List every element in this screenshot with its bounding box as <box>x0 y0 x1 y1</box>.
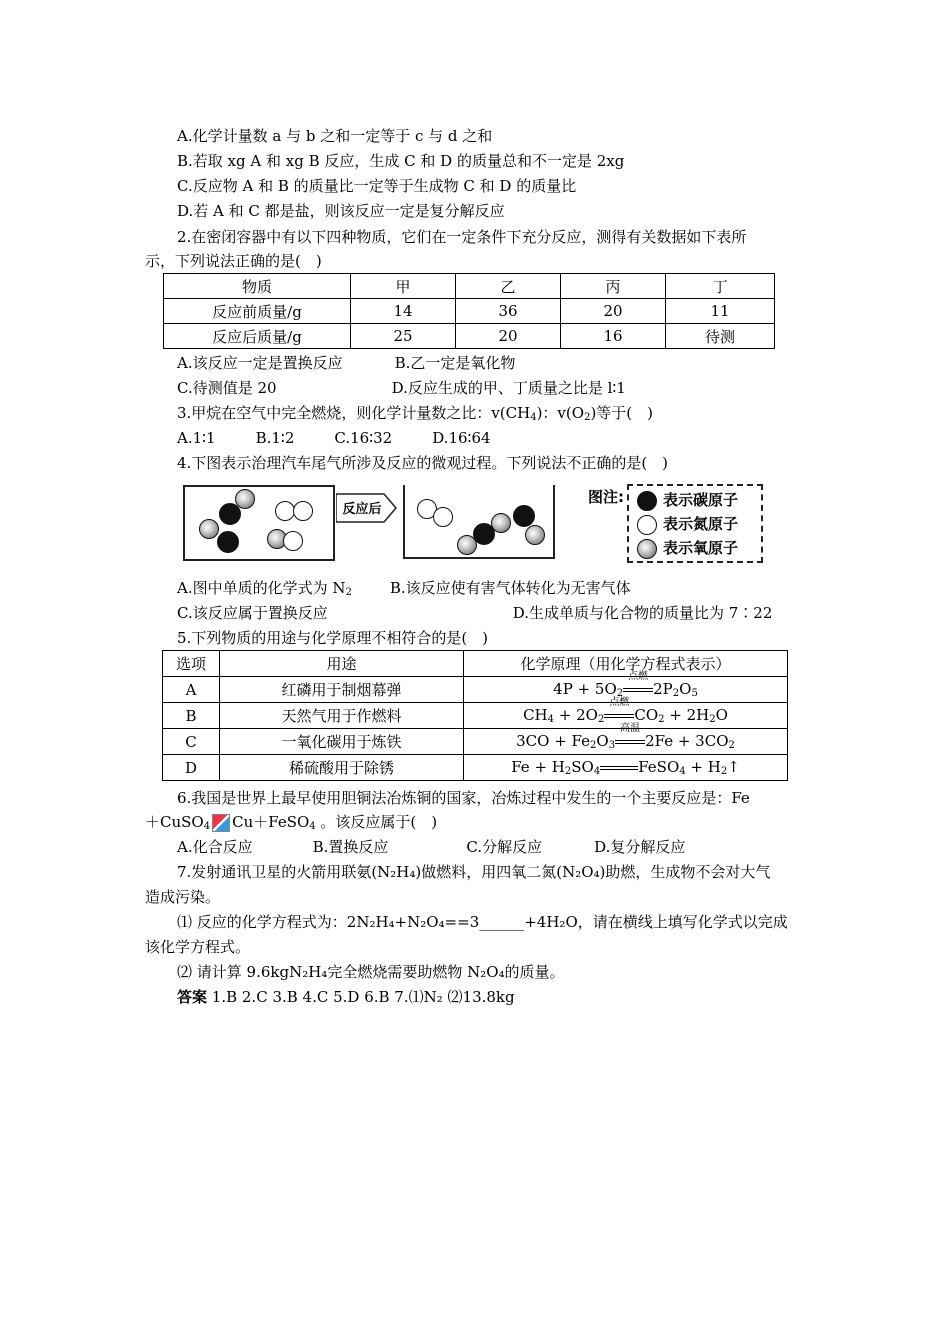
q2-mass-table <box>163 273 775 349</box>
q7-part1-line1: ⑴ 反应的化学方程式为：2N₂H₄+N₂O₄==3______+4H₂O，请在横线上填写化学式以完成 <box>177 913 788 931</box>
answer-line <box>145 987 842 1007</box>
table-cell: 36 <box>456 299 561 324</box>
q5-header-principle: 化学原理（用化学方程式表示） <box>464 651 788 677</box>
oxygen-atom-icon <box>491 513 511 533</box>
q2-stem-line2: 示，下列说法正确的是( ) <box>145 252 322 270</box>
q4-option-b: B.该反应使有害气体转化为无害气体 <box>389 579 631 597</box>
q1-option-d: D.若 A 和 C 都是盐，则该反应一定是复分解反应 <box>177 202 505 220</box>
table-cell: 20 <box>561 299 666 324</box>
q6-stem-part: ＋CuSO <box>145 813 204 831</box>
reaction-condition: 点燃 <box>628 671 649 682</box>
subscript: 2 <box>584 412 591 423</box>
reaction-arrow-icon <box>336 490 398 526</box>
q2-header-bing: 丙 <box>561 274 666 299</box>
oxygen-atom-icon <box>235 489 255 509</box>
legend-title: 图注: <box>588 488 624 506</box>
q3-option-b: B.1∶2 <box>255 429 295 447</box>
q2-option-c: C.待测值是 20 <box>177 379 277 397</box>
q2-option-b: B.乙一定是氧化物 <box>394 354 516 372</box>
answer-text: 1.B 2.C 3.B 4.C 5.D 6.B 7.⑴N₂ ⑵13.8kg <box>207 988 515 1006</box>
table-cell: 天然气用于作燃料 <box>220 703 464 729</box>
table-cell: C <box>163 729 220 755</box>
legend-oxygen <box>637 538 738 559</box>
oxygen-atom-icon <box>525 525 545 545</box>
legend-nitrogen-label: 表示氮原子 <box>663 515 739 533</box>
reaction-condition: 点燃 <box>609 697 630 708</box>
subscript: 4 <box>530 412 537 423</box>
q7-part2: ⑵ 请计算 9.6kgN₂H₄完全燃烧需要助燃物 N₂O₄的质量。 <box>177 963 565 981</box>
carbon-atom-icon <box>217 531 239 553</box>
q1-option-c: C.反应物 A 和 B 的质量比一定等于生成物 C 和 D 的质量比 <box>177 177 577 195</box>
q1-option-a: A.化学计量数 a 与 b 之和一定等于 c 与 d 之和 <box>177 127 493 145</box>
answer-label: 答案 <box>177 988 208 1006</box>
q3-option-a: A.1∶1 <box>177 429 216 447</box>
reactants-box <box>183 485 335 561</box>
q3-stem-part: )等于( ) <box>590 404 653 422</box>
nitrogen-atom-icon <box>637 515 657 535</box>
legend-carbon <box>637 490 738 511</box>
q3-option-c: C.16∶32 <box>334 429 393 447</box>
legend-nitrogen <box>637 514 738 535</box>
legend-carbon-label: 表示碳原子 <box>663 491 739 509</box>
table-cell: 20 <box>456 324 561 349</box>
table-cell: 11 <box>666 299 775 324</box>
legend-oxygen-label: 表示氧原子 <box>663 539 739 557</box>
q3-option-d: D.16∶64 <box>432 429 491 447</box>
q3-stem <box>145 403 842 428</box>
broken-image-icon <box>212 814 230 832</box>
equation-cell: $CH_4 + 2O_2$ 点燃 $CO_2 + 2H_2O$ <box>464 703 788 729</box>
table-cell: 14 <box>351 299 456 324</box>
table-cell: 稀硫酸用于除锈 <box>220 755 464 781</box>
q6-stem-line2: ＋CuSO$_4$ Cu＋FeSO$_4$ 。该反应属于( ) <box>145 813 438 832</box>
q6-option-a: A.化合反应 <box>177 838 253 856</box>
q4-options-cd <box>145 603 842 623</box>
q2-options-ab <box>145 353 842 373</box>
q6-stem-part: Cu＋FeSO <box>232 813 310 831</box>
q5-header-use: 用途 <box>220 651 464 677</box>
oxygen-atom-icon <box>199 519 219 539</box>
table-cell: 红磷用于制烟幕弹 <box>220 677 464 703</box>
q6-option-c: C.分解反应 <box>466 838 543 856</box>
q2-option-d: D.反应生成的甲、丁质量之比是 l∶1 <box>391 379 626 397</box>
q6-stem-line1: 6.我国是世界上最早使用胆铜法冶炼铜的国家，冶炼过程中发生的一个主要反应是：Fe <box>177 789 750 807</box>
q2-header-jia: 甲 <box>351 274 456 299</box>
q4-option-a: A.图中单质的化学式为 N <box>177 579 346 597</box>
equation-cell: $4P + 5O_2$ 点燃 $2P_2O_5$ <box>464 677 788 703</box>
q2-options-cd <box>145 378 842 398</box>
table-cell: B <box>163 703 220 729</box>
products-box <box>403 485 555 559</box>
q1-option-b: B.若取 xg A 和 xg B 反应，生成 C 和 D 的质量总和不一定是 2xg <box>177 152 625 170</box>
q2-row1-label: 反应前质量/g <box>164 299 351 324</box>
table-cell: 16 <box>561 324 666 349</box>
equation-cell: $Fe + H_2SO_4$ FeSO$_4$ + $H_2↑$ <box>464 755 788 781</box>
table-cell: A <box>163 677 220 703</box>
q3-stem-part: )：v(O <box>536 404 585 422</box>
reaction-condition: 高温 <box>620 723 641 734</box>
q2-row2-label: 反应后质量/g <box>164 324 351 349</box>
q6-option-b: B.置换反应 <box>312 838 389 856</box>
table-cell: 一氧化碳用于炼铁 <box>220 729 464 755</box>
q2-header-substance: 物质 <box>164 274 351 299</box>
q5-header-option: 选项 <box>163 651 220 677</box>
q7-stem-line1: 7.发射通讯卫星的火箭用联氨(N₂H₄)做燃料，用四氧二氮(N₂O₄)助燃，生成物不会对大气 <box>177 863 771 881</box>
q5-stem: 5.下列物质的用途与化学原理不相符合的是( ) <box>177 629 489 647</box>
table-cell: 25 <box>351 324 456 349</box>
table-cell: 待测 <box>666 324 775 349</box>
arrow-label: 反应后 <box>342 502 382 517</box>
q7-stem-line2: 造成污染。 <box>145 888 221 906</box>
q6-option-d: D.复分解反应 <box>594 838 686 856</box>
subscript: 2 <box>345 587 352 598</box>
q3-stem-part: 3.甲烷在空气中完全燃烧，则化学计量数之比：v(CH <box>177 404 531 422</box>
q4-stem: 4.下图表示治理汽车尾气所涉及反应的微观过程。下列说法不正确的是( ) <box>177 454 669 472</box>
q2-header-yi: 乙 <box>456 274 561 299</box>
q4-options-ab <box>145 578 842 603</box>
q7-part1-line2: 该化学方程式。 <box>145 938 251 956</box>
equation-cell: $3CO + Fe_2O_3$ 高温 $2Fe + 3CO_2$ <box>464 729 788 755</box>
q2-option-a: A.该反应一定是置换反应 <box>177 354 343 372</box>
table-cell: D <box>163 755 220 781</box>
q6-stem-part: 。该反应属于( ) <box>315 813 438 831</box>
nitrogen-atom-icon <box>275 501 295 521</box>
legend-box <box>627 484 763 563</box>
q2-header-ding: 丁 <box>666 274 775 299</box>
oxygen-atom-icon <box>637 539 657 559</box>
q6-options <box>145 837 842 857</box>
q4-option-c: C.该反应属于置换反应 <box>177 604 328 622</box>
nitrogen-atom-icon <box>283 531 303 551</box>
carbon-atom-icon <box>513 505 535 527</box>
q3-options <box>145 428 842 448</box>
q4-option-d: D.生成单质与化合物的质量比为 7∶22 <box>512 604 773 622</box>
q5-table <box>162 650 788 781</box>
nitrogen-atom-icon <box>293 501 313 521</box>
carbon-atom-icon <box>637 491 657 511</box>
nitrogen-atom-icon <box>433 507 453 527</box>
q2-stem-line1: 2.在密闭容器中有以下四种物质，它们在一定条件下充分反应，测得有关数据如下表所 <box>177 228 747 246</box>
